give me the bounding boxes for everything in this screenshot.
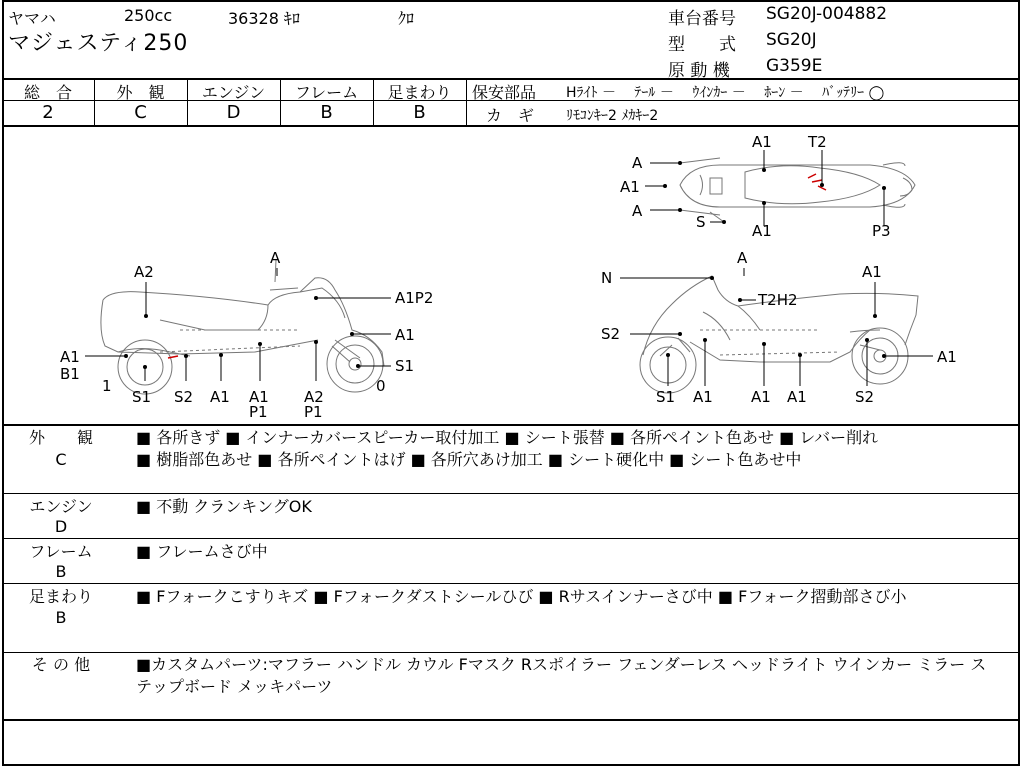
diagram-label: S1 [395, 357, 415, 375]
other-notes-line1: ■カスタムパーツ:マフラー ハンドル カウル Fマスク Rスポイラー フェンダーレス ヘッドライト ウインカー ミラー ス [136, 655, 987, 674]
diagram-label: A1 [249, 388, 269, 406]
other-notes-line2: テップボード メッキパーツ [136, 677, 333, 696]
grade-header-frame: フレーム [294, 83, 359, 102]
diagram-label: A [632, 154, 643, 172]
divider [2, 538, 1020, 539]
diagram-label: A [632, 202, 643, 220]
type-value: SG20J [766, 30, 817, 50]
grade-header-total: 総 合 [23, 83, 72, 102]
key-value: ﾘﾓｺﾝｷｰ2 ﾒｶｷｰ2 [566, 108, 659, 124]
damage-diagram [0, 126, 1024, 424]
diagram-label: 1 [102, 377, 112, 395]
frame-notes: ■ フレームさび中 [136, 542, 268, 561]
diagram-label: A1P2 [395, 289, 434, 307]
diagram-label: N [601, 269, 613, 287]
key-label: カ ギ [486, 106, 535, 125]
grade-suspension: B [413, 102, 426, 123]
grade-header-suspension: 足まわり [387, 83, 452, 102]
grade-frame: B [320, 102, 333, 123]
grade-exterior: C [134, 102, 147, 123]
exterior-notes-line2: ■ 樹脂部色あせ ■ 各所ペイントはげ ■ 各所穴あけ加工 ■ シート硬化中 ■ シート色あせ中 [136, 450, 802, 469]
diagram-label: A1 [752, 222, 772, 240]
section-label-other: そ の 他 [31, 655, 91, 674]
engine-notes: ■ 不動 クランキングOK [136, 497, 312, 516]
grade-engine: D [226, 102, 241, 123]
grade-total: 2 [42, 102, 54, 123]
section-grade-engine: D [54, 517, 68, 536]
divider [2, 493, 1020, 494]
diagram-label: S2 [855, 388, 875, 406]
section-grade-exterior: C [55, 450, 67, 469]
leader-lines [85, 150, 933, 386]
engine-label: 原 動 機 [668, 61, 730, 81]
diagram-label: A2 [134, 263, 154, 281]
diagram-label: P3 [872, 222, 891, 240]
section-grade-frame: B [55, 562, 67, 581]
diagram-label: P1 [304, 403, 323, 421]
safety-label: 保安部品 [472, 83, 537, 102]
diagram-label: A [737, 249, 748, 267]
diagram-label: A1 [395, 326, 415, 344]
model-name: マジェスティ250 [8, 31, 189, 56]
diagram-label: A1 [751, 388, 771, 406]
mileage: 36328 ｷﾛ [228, 9, 300, 28]
leader-dots [124, 161, 886, 369]
diagram-label: A1 [693, 388, 713, 406]
scooter-top-view [680, 158, 915, 222]
section-label-frame: フレーム [29, 542, 93, 561]
diagram-label: T2 [808, 133, 827, 151]
section-label-engine: エンジン [29, 497, 93, 516]
diagram-label: S [696, 213, 706, 231]
suspension-notes: ■ Fフォークこすりキズ ■ Fフォークダストシールひび ■ Rサスインナーさび中 ■ Fフォーク摺動部さび小 [136, 587, 907, 606]
divider [2, 583, 1020, 584]
exterior-notes-line1: ■ 各所きず ■ インナーカバースピーカー取付加工 ■ シート張替 ■ 各所ペイント色あせ ■ レバー削れ [136, 428, 879, 447]
diagram-label: T2H2 [758, 291, 798, 309]
diagram-label: A1 [752, 133, 772, 151]
diagram-label: A1 [620, 178, 640, 196]
diagram-label: A1 [787, 388, 807, 406]
diagram-label: 0 [376, 377, 386, 395]
diagram-label: S2 [174, 388, 194, 406]
diagram-label: S2 [601, 325, 621, 343]
diagram-label: B1 [60, 365, 80, 383]
grade-header-exterior: 外 観 [116, 83, 165, 102]
engine-value: G359E [766, 56, 823, 76]
grade-header-engine: エンジン [201, 83, 266, 102]
section-grade-suspension: B [55, 608, 67, 627]
section-label-exterior: 外 観 [28, 428, 93, 447]
diagram-label: P1 [249, 403, 268, 421]
diagram-label: A1 [210, 388, 230, 406]
diagram-label: S1 [656, 388, 676, 406]
diagram-label: A1 [937, 348, 957, 366]
color: ｸﾛ [398, 9, 415, 28]
divider [2, 719, 1020, 721]
diagram-label: A1 [60, 348, 80, 366]
diagram-label: A1 [862, 263, 882, 281]
frame-no: SG20J-004882 [766, 4, 888, 24]
diagram-label: S1 [132, 388, 152, 406]
type-label: 型 式 [668, 35, 736, 55]
maker: ヤマハ [8, 9, 56, 28]
safety-items: Hﾗｲﾄ － ﾃｰﾙ － ｳｲﾝｶｰ － ﾎｰﾝ － ﾊﾞｯﾃﾘｰ ◯ [566, 85, 885, 101]
displacement: 250cc [124, 6, 173, 25]
section-label-suspension: 足まわり [28, 587, 93, 606]
frame-no-label: 車台番号 [668, 9, 736, 29]
divider [466, 78, 467, 125]
diagram-label: A2 [304, 388, 324, 406]
diagram-label: A [270, 249, 281, 267]
